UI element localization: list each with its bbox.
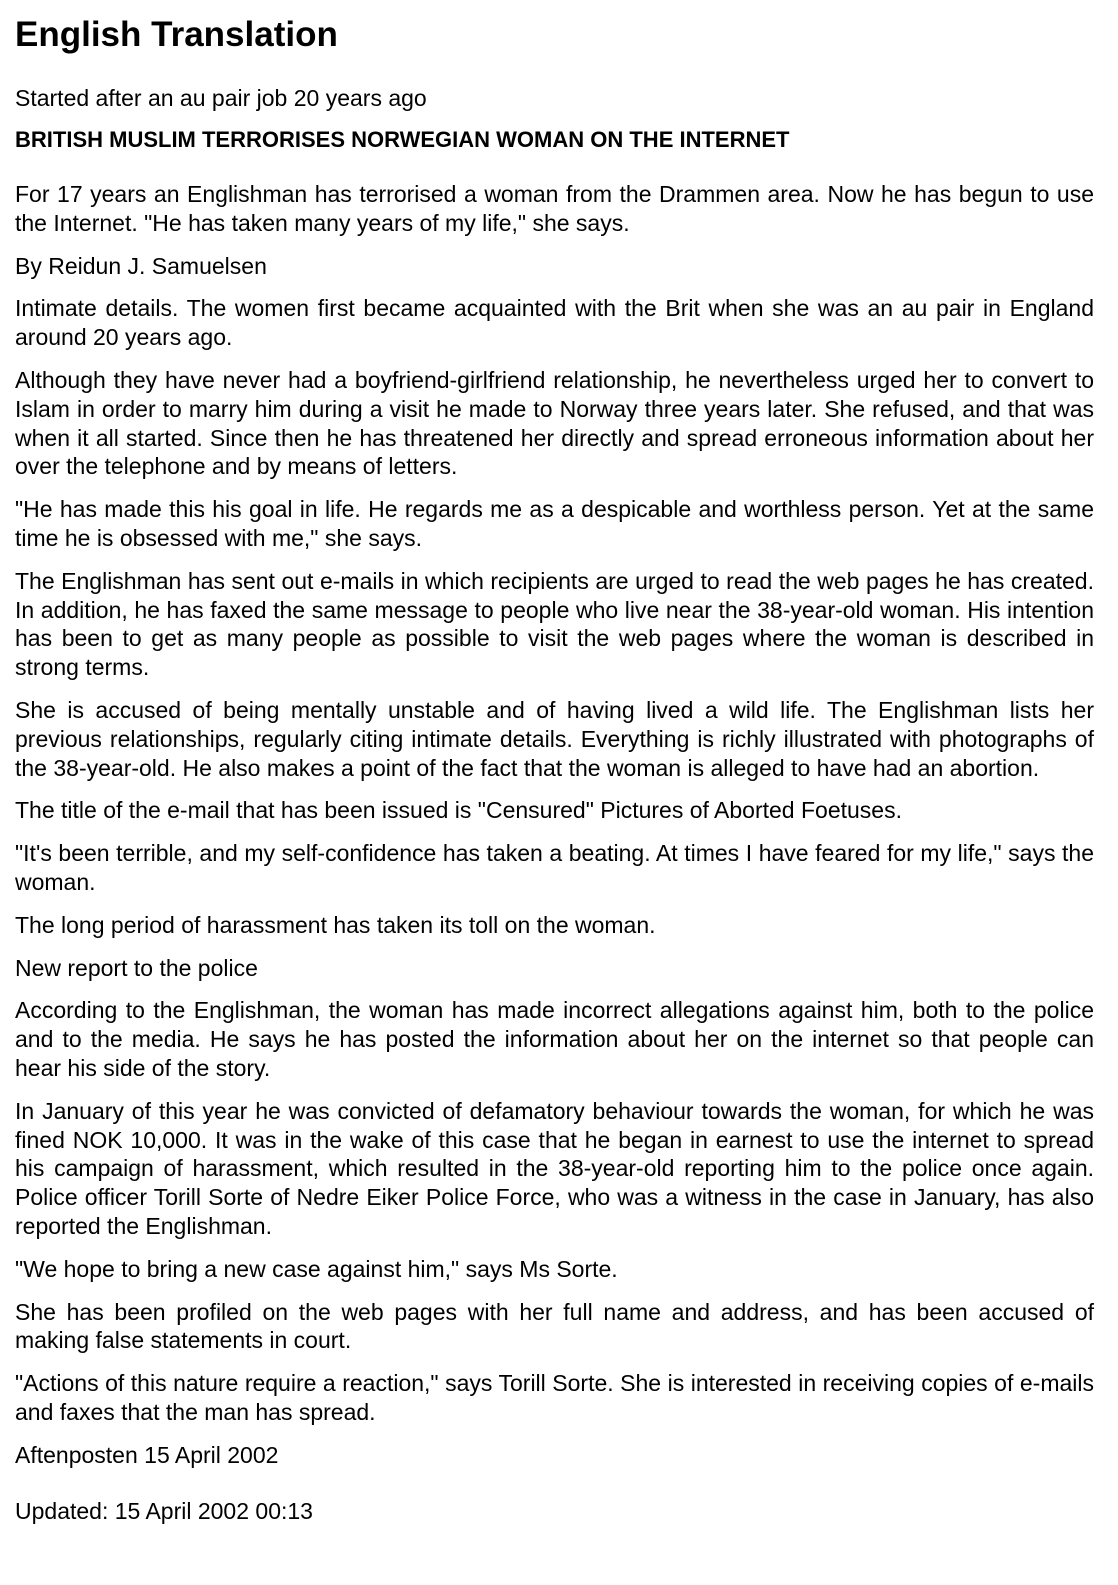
article-lead: For 17 years an Englishman has terrorised a woman from the Drammen area. Now he has begun to use the Internet. "He has taken many years of my life," she says. [15,181,1094,236]
article-paragraph: The Englishman has sent out e-mails in which recipients are urged to read the web pages he has created. In addition, he has faxed the same message to people who live near the 38-year-old woman. His intention has been to get as many people as possible to visit the web pages where the woman is described in strong terms. [15,567,1094,681]
page-title: English Translation [15,15,338,54]
article-paragraph: "He has made this his goal in life. He regards me as a despicable and worthless person. Yet at the same time he is obsessed with me," she says. [15,496,1094,551]
article-paragraph: Although they have never had a boyfriend-girlfriend relationship, he nevertheless urged her to convert to Islam in order to marry him during a visit he made to Norway three years later. She refused, and that was when it all started. Since then he has threatened her directly and spread erroneous information about her over the telephone and by means of letters. [15,366,1094,480]
article-paragraph: She is accused of being mentally unstable and of having lived a wild life. The Englishman lists her previous relationships, regularly citing intimate details. Everything is richly illustrated with photographs of the 38-year-old. He also makes a point of the fact that the woman is alleged to have had an abortion. [15,696,1094,781]
article-subheading: New report to the police [15,954,258,981]
article-source: Aftenposten 15 April 2002 [15,1441,279,1468]
article-paragraph: In January of this year he was convicted of defamatory behaviour towards the woman, for which he was fined NOK 10,000. It was in the wake of this case that he began in earnest to use the internet to spread his campaign of harassment, which resulted in the 38-year-old reporting him to the police once again. Police officer Torill Sorte of Nedre Eiker Police Force, who was a witness in the case in January, has also reported the Englishman. [15,1097,1094,1239]
article-quote: "We hope to bring a new case against him," says Ms Sorte. [15,1255,618,1282]
article-paragraph: The long period of harassment has taken its toll on the woman. [15,911,656,938]
article-paragraph: She has been profiled on the web pages with her full name and address, and has been accused of making false statements in court. [15,1298,1094,1354]
article-byline: By Reidun J. Samuelsen [15,252,267,279]
article-kicker: Started after an au pair job 20 years ago [15,85,427,111]
article-updated-timestamp: Updated: 15 April 2002 00:13 [15,1498,313,1525]
article-quote: "Actions of this nature require a reaction," says Torill Sorte. She is interested in receiving copies of e-mails and faxes that the man has spread. [15,1370,1094,1425]
article-paragraph: According to the Englishman, the woman has made incorrect allegations against him, both to the police and to the media. He says he has posted the information about her on the internet so that people can hear his side of the story. [15,997,1094,1081]
article-headline: BRITISH MUSLIM TERRORISES NORWEGIAN WOMAN ON THE INTERNET [15,127,790,152]
article-paragraph: Intimate details. The women first became acquainted with the Brit when she was an au pair in England around 20 years ago. [15,295,1094,351]
article-quote: "It's been terrible, and my self-confidence has taken a beating. At times I have feared for my life," says the woman. [15,840,1094,895]
article-paragraph: The title of the e-mail that has been issued is "Censured" Pictures of Aborted Foetuses. [15,797,902,824]
